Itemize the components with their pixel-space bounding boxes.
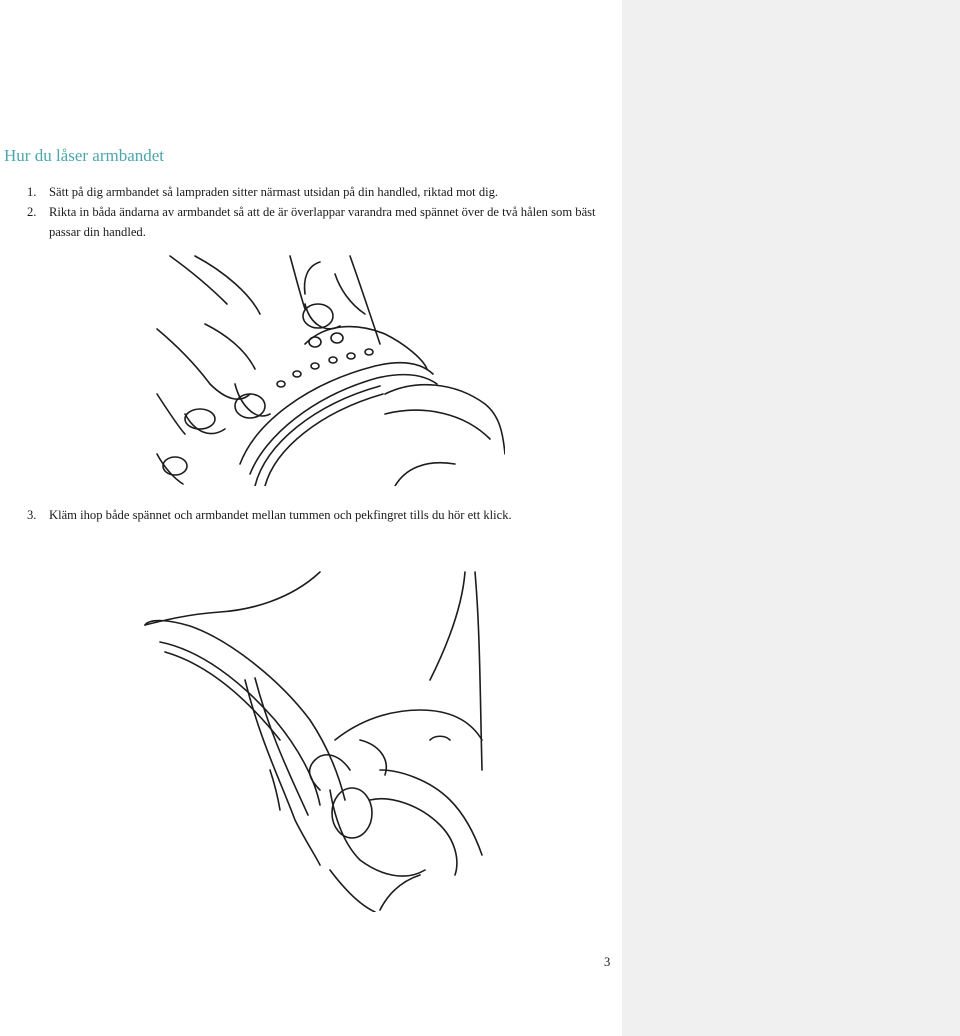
step-number: 2. <box>27 205 37 219</box>
step-text: Rikta in båda ändarna av armbandet så att de är överlappar varandra med spännet över de två hålen som bäst passar din handled. <box>49 205 596 239</box>
step-2 <box>0 202 615 242</box>
step-1 <box>0 182 615 202</box>
page-number: 3 <box>604 955 611 969</box>
section-heading: Hur du låser armbandet <box>4 146 165 165</box>
step-number: 1. <box>27 185 37 199</box>
wristband-align-illustration <box>155 254 505 486</box>
step-3 <box>0 505 615 525</box>
margin-panel <box>622 0 960 1036</box>
instruction-list <box>0 182 615 242</box>
step-text: Sätt på dig armbandet så lampraden sitter närmast utsidan på din handled, riktad mot dig. <box>49 185 499 199</box>
clasp-pinch-illustration <box>130 570 490 912</box>
step-text: Kläm ihop både spännet och armbandet mellan tummen och pekfingret tills du hör ett klick. <box>49 508 512 522</box>
step-number: 3. <box>27 508 37 522</box>
